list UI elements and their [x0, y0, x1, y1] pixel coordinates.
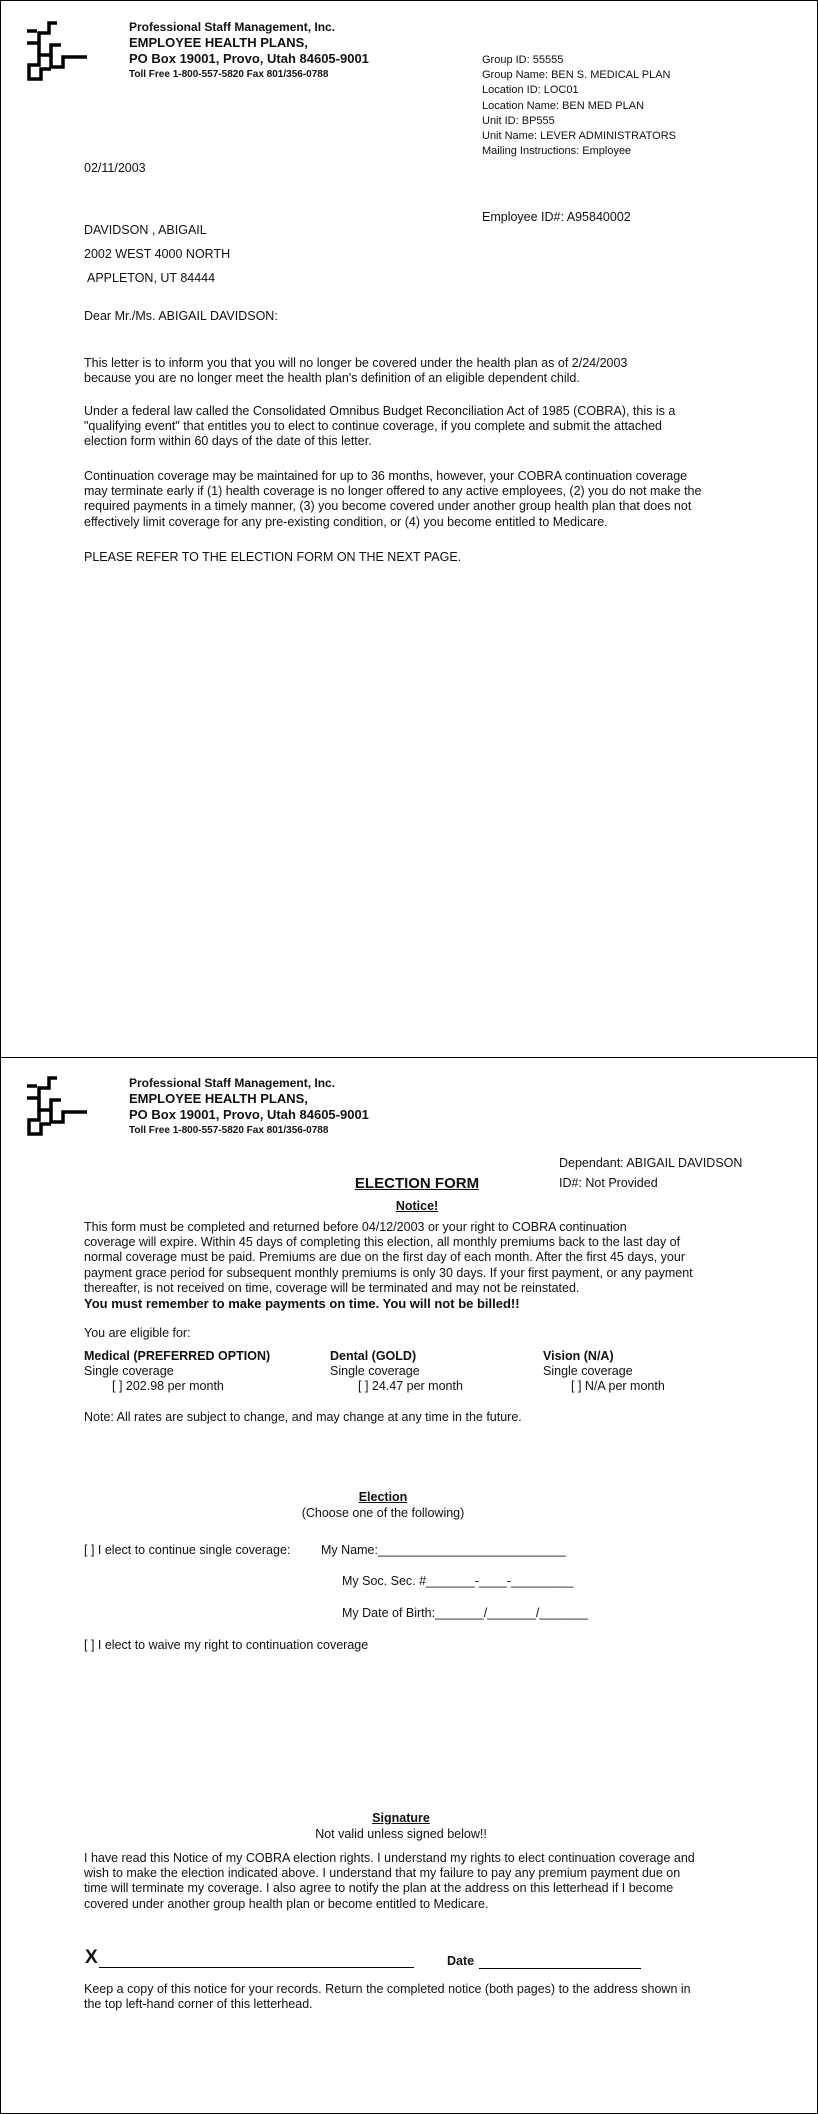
refer-next-page: PLEASE REFER TO THE ELECTION FORM ON THE NEXT PAGE.	[84, 550, 462, 564]
statement-line: I have read this Notice of my COBRA election rights. I understand my rights to elect continuation coverage and	[84, 1851, 695, 1865]
plan-name: Dental (GOLD)	[330, 1349, 417, 1363]
para-line: "qualifying event" that entitles you to elect to continue coverage, if you complete and submit the attached	[84, 419, 662, 434]
location-id: Location ID: LOC01	[482, 84, 579, 97]
para-line: This letter is to inform you that you will no longer be covered under the health plan as of 2/24/2003	[84, 356, 628, 370]
company-address: PO Box 19001, Provo, Utah 84605-9001	[129, 1107, 369, 1122]
recipient-address	[84, 218, 230, 290]
my-name-field[interactable]: My Name:___________________________	[321, 1543, 566, 1557]
recipient-city: APPLETON, UT 84444	[87, 271, 216, 285]
plan-dental	[330, 1349, 463, 1395]
letterhead	[129, 19, 369, 83]
para-line: may terminate early if (1) health coverage is no longer offered to any active employees, (2) you do not make the	[84, 484, 702, 499]
plan-coverage: Single coverage	[543, 1364, 633, 1379]
ssn-field[interactable]: My Soc. Sec. #_______-____-_________	[342, 1574, 574, 1588]
notice-heading: Notice!	[395, 1199, 439, 1213]
plan-name: Vision (N/A)	[543, 1349, 614, 1363]
paragraph-continuation	[84, 469, 734, 530]
letter-date: 02/11/2003	[84, 161, 146, 175]
mailing-instructions: Mailing Instructions: Employee	[482, 145, 632, 158]
unit-id: Unit ID: BP555	[482, 114, 555, 127]
company-logo-icon	[25, 1076, 91, 1138]
para-line: because you are no longer meet the health plan's definition of an eligible dependent child.	[84, 371, 580, 386]
signature-line[interactable]	[99, 1967, 414, 1968]
statement-line: covered under another group health plan or become entitled to Medicare.	[84, 1896, 489, 1911]
group-id: Group ID: 55555	[482, 54, 564, 66]
plan-coverage: Single coverage	[84, 1364, 174, 1379]
group-name: Group Name: BEN S. MEDICAL PLAN	[482, 69, 671, 82]
notice-line: payment grace period for subsequent monthly premiums is only 30 days. If your first payment, or any payment	[84, 1265, 693, 1280]
para-line: effectively limit coverage for any pre-existing condition, or (4) you become entitled to Medicare.	[84, 514, 608, 529]
plans-name: EMPLOYEE HEALTH PLANS,	[129, 35, 308, 50]
rates-note: Note: All rates are subject to change, and may change at any time in the future.	[84, 1410, 522, 1424]
dental-rate-checkbox[interactable]: [ ] 24.47 per month	[358, 1379, 463, 1394]
notice-line: This form must be completed and returned before 04/12/2003 or your right to COBRA continuation	[84, 1220, 627, 1234]
recipient-street: 2002 WEST 4000 NORTH	[84, 247, 231, 261]
company-logo-icon	[25, 21, 91, 83]
plan-coverage: Single coverage	[330, 1364, 420, 1379]
para-line: required payments in a timely manner, (3) you become covered under another group health plan that does not	[84, 499, 692, 514]
notice-line: normal coverage must be paid. Premiums are due on the first day of each month. After the first 45 days, your	[84, 1250, 685, 1265]
company-address: PO Box 19001, Provo, Utah 84605-9001	[129, 51, 369, 66]
signature-x: X	[85, 1947, 98, 1968]
plan-name: Medical (PREFERRED OPTION)	[84, 1349, 271, 1363]
company-name: Professional Staff Management, Inc.	[129, 20, 336, 34]
salutation: Dear Mr./Ms. ABIGAIL DAVIDSON:	[84, 309, 278, 323]
plans-name: EMPLOYEE HEALTH PLANS,	[129, 1091, 308, 1106]
company-name: Professional Staff Management, Inc.	[129, 1076, 336, 1090]
location-name: Location Name: BEN MED PLAN	[482, 99, 645, 112]
medical-rate-checkbox[interactable]: [ ] 202.98 per month	[112, 1379, 224, 1394]
company-phone: Toll Free 1-800-557-5820 Fax 801/356-0788	[129, 1125, 329, 1136]
paragraph-cobra	[84, 404, 734, 450]
para-line: Under a federal law called the Consolidated Omnibus Budget Reconciliation Act of 1985 (COBRA), this is a	[84, 404, 676, 418]
notice-text	[84, 1220, 734, 1296]
continue-coverage-option[interactable]: [ ] I elect to continue single coverage:	[84, 1543, 291, 1557]
dob-field[interactable]: My Date of Birth:_______/_______/_______	[342, 1606, 589, 1620]
company-phone: Toll Free 1-800-557-5820 Fax 801/356-0788	[129, 69, 329, 80]
note-line: the top left-hand corner of this letterhead.	[84, 1997, 313, 2012]
unit-name: Unit Name: LEVER ADMINISTRATORS	[482, 130, 676, 143]
group-info	[482, 53, 676, 159]
dependant-name: Dependant: ABIGAIL DAVIDSON	[559, 1156, 743, 1170]
paragraph-coverage-end	[84, 356, 734, 386]
para-line: election form within 60 days of the date of this letter.	[84, 434, 372, 449]
recipient-name: DAVIDSON , ABIGAIL	[84, 223, 207, 237]
waive-coverage-option[interactable]: [ ] I elect to waive my right to continuation coverage	[84, 1638, 369, 1652]
eligible-label: You are eligible for:	[84, 1326, 191, 1340]
election-instructions: (Choose one of the following)	[301, 1506, 465, 1520]
payment-reminder: You must remember to make payments on time. You will not be billed!!	[84, 1296, 520, 1311]
election-form-page	[0, 1057, 818, 2114]
letterhead	[129, 1075, 369, 1139]
plan-vision	[543, 1349, 665, 1395]
note-line: Keep a copy of this notice for your records. Return the completed notice (both pages) to the address shown in	[84, 1982, 691, 1996]
plan-medical	[84, 1349, 270, 1395]
keep-copy-note	[84, 1982, 734, 2012]
notice-line: coverage will expire. Within 45 days of completing this election, all monthly premiums back to the last day of	[84, 1235, 681, 1250]
signature-statement	[84, 1851, 734, 1912]
statement-line: wish to make the election indicated above. I understand that my failure to pay any premium payment due on	[84, 1866, 681, 1881]
signature-warning: Not valid unless signed below!!	[315, 1827, 487, 1841]
dependant-id: ID#: Not Provided	[559, 1176, 658, 1190]
vision-rate-checkbox[interactable]: [ ] N/A per month	[571, 1379, 665, 1394]
date-line[interactable]	[479, 1968, 641, 1969]
election-heading: Election	[358, 1490, 408, 1504]
date-label: Date	[447, 1954, 475, 1968]
statement-line: time will terminate my coverage. I also agree to notify the plan at the address on this letterhead if I become	[84, 1881, 674, 1896]
form-title: ELECTION FORM	[354, 1175, 480, 1192]
employee-id: Employee ID#: A95840002	[482, 210, 631, 224]
signature-heading: Signature	[372, 1811, 430, 1825]
notice-line: thereafter, is not received on time, coverage will be terminated and may not be reinstated.	[84, 1280, 580, 1295]
para-line: Continuation coverage may be maintained for up to 36 months, however, your COBRA continuation coverage	[84, 469, 688, 483]
